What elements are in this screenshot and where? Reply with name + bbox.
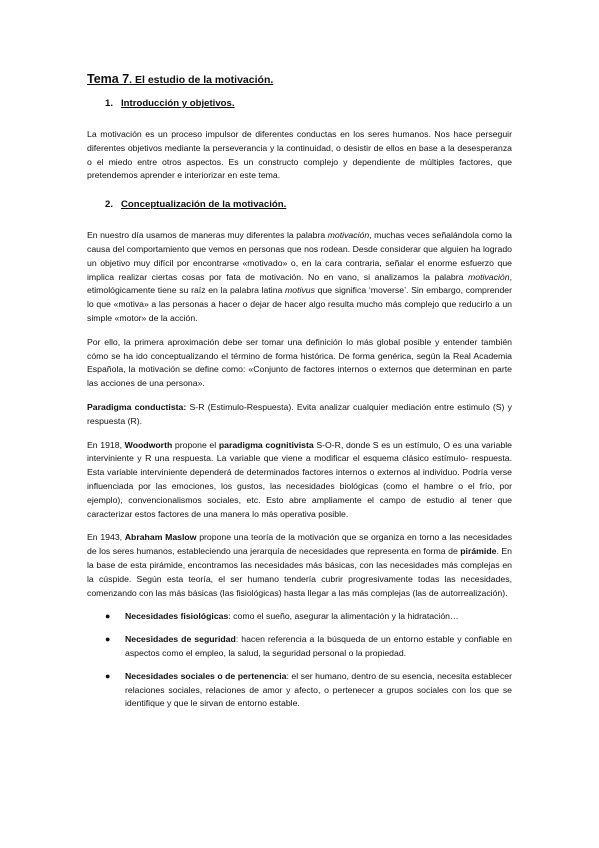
title-subtitle: . El estudio de la motivación. [129, 74, 274, 86]
intro-paragraph: La motivación es un proceso impulsor de diferentes conductas en los seres humanos. Nos hace perseguir diferentes objetivos mediante la perseverancia y la continuidad, o desistir de ellos en base a la desesperanza o el miedo entre otros aspectos. Es un constructo complejo y dependiente de múltiples factores, que pretendemos aprender e interiorizar en este tema. [87, 129, 512, 181]
maslow-paragraph [87, 531, 512, 600]
bold-term: Woodworth [124, 439, 173, 450]
bold-term: Abraham Maslow [124, 532, 197, 543]
title-main: Tema 7 [87, 72, 130, 86]
text-run: S-R (Estimulo-Respuesta). Evita analizar cualquier mediación entre estimulo (S) y respuesta (R). [87, 401, 513, 426]
text-run: : como el sueño, asegurar la alimentación y la hidratación… [228, 611, 459, 622]
needs-list [87, 610, 512, 711]
italic-term: motivación [468, 271, 510, 282]
bold-term: Necesidades fisiológicas [125, 611, 229, 622]
section-heading-1 [87, 97, 512, 110]
text-run: propone una teoría de la motivación que se organiza en torno a las necesidades de los seres humanos, estableciendo una jerarquía de necesidades que representa en forma de [87, 532, 512, 557]
bullet-icon: ● [105, 634, 111, 645]
section-label: Conceptualización de la motivación. [121, 199, 287, 211]
bold-term: Paradigma conductista: [87, 401, 187, 412]
list-item [105, 610, 512, 624]
text-run: , etimológicamente tiene su raíz en la palabra latina [87, 271, 512, 296]
bold-term: paradigma cognitivista [218, 439, 314, 450]
woodworth-paragraph [87, 439, 512, 522]
conductista-paragraph [87, 401, 512, 429]
text-run: : el ser humano, dentro de su esencia, necesita establecer relaciones sociales, relaciones de amor y afecto, o pertenecer a grupos sociales con los que se identifique y que le sirvan de entorno estable. [125, 670, 513, 709]
definition-paragraph: Por ello, la primera aproximación debe ser tomar una definición lo más global posible y entender también cómo se ha ido conceptualizando el término de forma histórica. De forma genérica, según la Real Academia Española, la motivación se define como: «Conjunto de factores internos o externos que determinan en parte las acciones de una persona». [87, 336, 512, 389]
bullet-icon: ● [105, 670, 111, 681]
text-run: En nuestro día usamos de maneras muy diferentes la palabra [87, 230, 328, 241]
text-run: , muchas veces señalándola como la causa del comportamiento que vemos en personas que nos rodean. Desde considerar que alguien ha logrado un objetivo muy difícil por encontrarse «motivado» o, en la cara contraria, señalar el enorme esfuerzo que implica realizar ciertas cosas por fata de motivación. No en vano, si analizamos la palabra [87, 230, 512, 282]
text-run: propone el [172, 439, 219, 450]
text-run: que significa ‘moverse’. Sin embargo, comprender lo que «motiva» a las personas a hacer o dejar de hacer algo resulta mucho más complejo que reducirlo a un simple «motor» de la acción. [87, 285, 512, 323]
section-label: Introducción y objetivos. [121, 98, 235, 109]
section-heading-2 [87, 198, 512, 211]
document-title [87, 72, 512, 87]
italic-term: motivus [285, 285, 315, 296]
text-run: . En la base de esta pirámide, encontramos las necesidades más básicas, con las necesidades más complejas en la cúspide. Según esta teoría, el ser humano tendería cubrir progresivamente todas las necesidades, comenzando con las más básicas (las fisiológicas) hasta llegar a las más complejas (las de autorrealización). [87, 546, 512, 598]
bold-term: Necesidades sociales o de pertenencia [125, 670, 287, 681]
bold-term: Necesidades de seguridad [125, 634, 236, 645]
section-number: 1. [105, 98, 114, 109]
text-run: : hacen referencia a la búsqueda de un entorno estable y confiable en aspectos como el empleo, la salud, la seguridad personal o la propiedad. [125, 634, 513, 658]
list-item [105, 633, 512, 661]
text-run: En 1943, [87, 532, 125, 543]
list-item [105, 670, 512, 711]
text-run: S-O-R, donde S es un estímulo, O es una variable interviniente y R una respuesta. La variable que viene a modificar el esquema clásico estímulo- respuesta. Esta variable interviniente dependerá de determinados factores internos o externos al individuo. Podría verse influenciada por las emociones, los gustos, las necesidades biológicas (como el hambre o el frío, por ejemplo), convencionalismos sociales, etc. Esto abre ampliamente el campo de estudio al tener que caracterizar estos factores de una manera lo más operativa posible. [87, 439, 512, 519]
bold-term: pirámide [460, 546, 497, 557]
section-number: 2. [105, 199, 114, 211]
bullet-icon: ● [105, 611, 111, 622]
italic-term: motivación [327, 230, 370, 241]
concept-paragraph [87, 229, 512, 326]
text-run: En 1918, [87, 439, 125, 450]
